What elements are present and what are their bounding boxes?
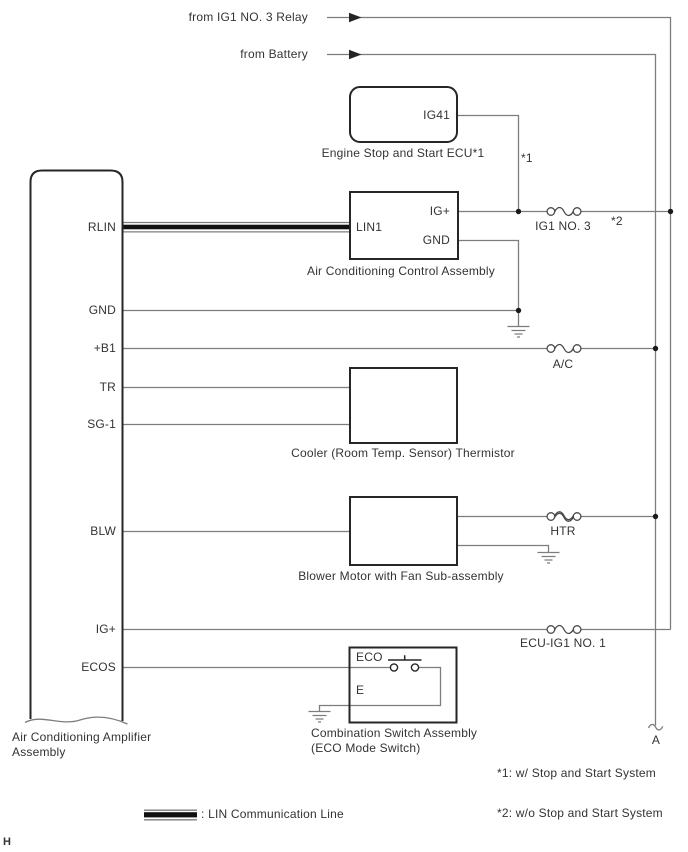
fuse-ig1-no3-icon (547, 208, 581, 216)
ecu-caption: Engine Stop and Start ECU*1 (321, 146, 485, 160)
feed-battery-label: from Battery (240, 47, 308, 61)
junction-dot (516, 308, 521, 313)
connector-a-label: A (651, 733, 661, 747)
amplifier-box (25, 171, 128, 725)
blower-caption: Blower Motor with Fan Sub-assembly (298, 569, 504, 583)
fuse-ac-icon (547, 345, 581, 353)
fuse-ecu-ig1-icon (547, 626, 581, 634)
fuse-ecu-ig1-label: ECU-IG1 NO. 1 (520, 636, 606, 650)
amp-pin-blw: BLW (90, 524, 116, 538)
combo-caption-line2: (ECO Mode Switch) (311, 741, 421, 755)
amp-pin-gnd: GND (88, 303, 116, 317)
control-caption: Air Conditioning Control Assembly (306, 264, 496, 278)
feed-relay-label: from IG1 NO. 3 Relay (188, 10, 308, 24)
amp-caption-line2: Assembly (12, 745, 66, 759)
page-ref: H (3, 836, 12, 848)
arrow-right-icon (349, 50, 362, 59)
eco-switch-icon (388, 655, 422, 671)
cooler-box (350, 368, 457, 443)
wire-blower-gnd (457, 546, 549, 553)
combo-pin-eco: ECO (356, 650, 383, 664)
amp-pin-tr: TR (99, 380, 116, 394)
ground-icon-switch (309, 712, 331, 723)
fuse-htr-label: HTR (550, 524, 576, 538)
junction-dot (516, 209, 521, 214)
amp-pin-rlin: RLIN (87, 220, 116, 234)
legend-lin-text: : LIN Communication Line (201, 807, 344, 821)
control-pin-lin1: LIN1 (356, 220, 383, 234)
fuse-htr-icon (547, 512, 581, 522)
fuse-ig1-no3-label: IG1 NO. 3 (535, 219, 591, 233)
amp-pin-ig: IG+ (95, 622, 116, 636)
ground-icon-control (508, 327, 530, 338)
wire-control-gnd (458, 241, 519, 327)
wire-ig41 (457, 116, 519, 212)
amp-pin-ecos: ECOS (81, 660, 116, 674)
amp-pin-sg1: SG-1 (87, 417, 116, 431)
ground-icon-blower (538, 553, 560, 564)
blower-box (350, 497, 457, 565)
junction-dot (668, 209, 673, 214)
ecu-pin-ig41: IG41 (423, 108, 450, 122)
arrow-right-icon (349, 13, 362, 22)
combo-pin-e: E (356, 683, 365, 697)
star1-marker: *1 (521, 151, 533, 165)
junction-dot (653, 346, 658, 351)
cooler-caption: Cooler (Room Temp. Sensor) Thermistor (291, 446, 515, 460)
control-pin-gnd: GND (422, 233, 450, 247)
junction-dot (653, 514, 658, 519)
wire-switch-e (320, 668, 441, 712)
note-star1: *1: w/ Stop and Start System (497, 766, 657, 780)
torn-edge-icon (25, 717, 128, 724)
note-star2: *2: w/o Stop and Start System (497, 806, 663, 820)
lin-legend-swatch (144, 810, 197, 820)
amp-pin-b1: +B1 (93, 341, 116, 355)
star2-marker: *2 (611, 214, 623, 228)
combo-caption-line1: Combination Switch Assembly (311, 726, 478, 740)
fuse-ac-label: A/C (552, 357, 574, 371)
amp-caption-line1: Air Conditioning Amplifier (12, 730, 152, 744)
control-pin-ig: IG+ (429, 204, 450, 218)
lin-communication-line (122, 223, 350, 232)
